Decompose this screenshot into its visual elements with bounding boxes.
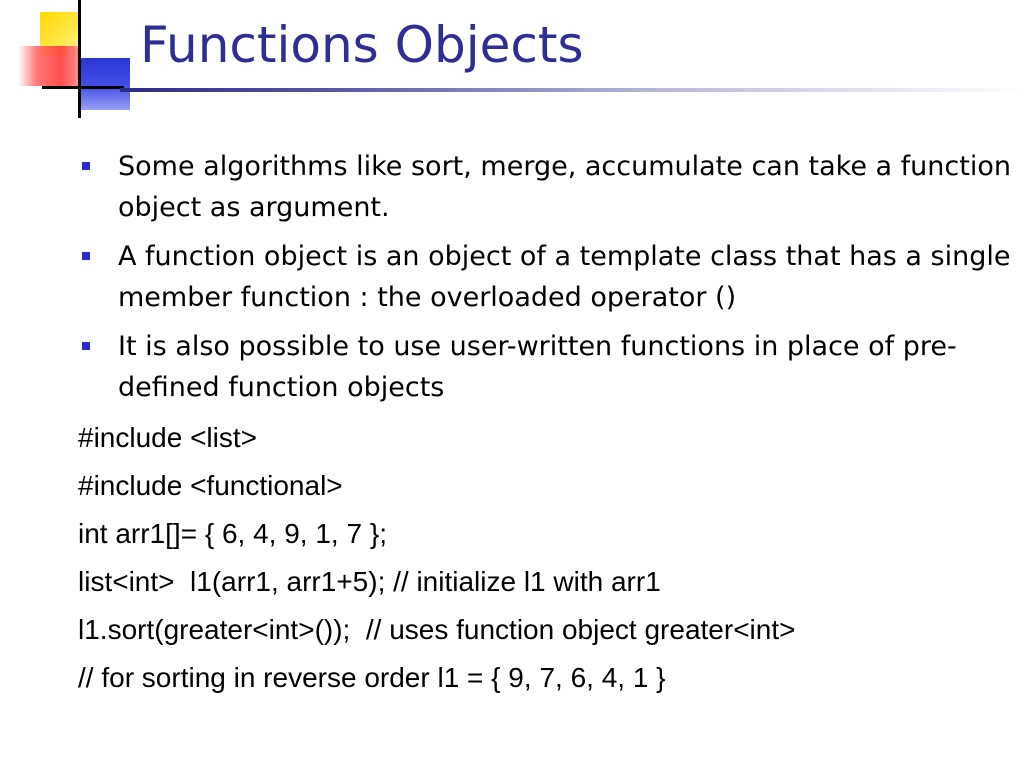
bullet-item <box>76 326 1016 408</box>
code-line: #include <functional> <box>78 470 343 501</box>
bullet-text: It is also possible to use user-written functions in place of pre-defined function objects <box>118 331 957 403</box>
code-line: #include <list> <box>78 422 258 453</box>
bullet-text: Some algorithms like sort, merge, accumulate can take a function object as argument. <box>118 151 1011 223</box>
code-line: int arr1[]= { 6, 4, 9, 1, 7 }; <box>78 518 387 549</box>
logo-red-square <box>18 46 80 86</box>
bullet-text: A function object is an object of a template class that has a single member function : the overloaded operator () <box>118 241 1011 313</box>
logo-horizontal-line <box>42 86 124 89</box>
code-block <box>78 414 1018 702</box>
decorative-logo <box>0 0 140 120</box>
logo-vertical-line <box>78 0 81 118</box>
bullet-list <box>76 146 1016 416</box>
logo-blue-square <box>80 58 130 110</box>
title-underline <box>120 88 1024 92</box>
bullet-square-icon <box>82 252 90 260</box>
code-line: l1.sort(greater<int>()); // uses function object greater<int> <box>78 614 796 645</box>
bullet-square-icon <box>82 162 90 170</box>
bullet-item <box>76 236 1016 318</box>
slide-title: Functions Objects <box>140 16 584 74</box>
bullet-item <box>76 146 1016 228</box>
code-line: list<int> l1(arr1, arr1+5); // initialize l1 with arr1 <box>78 566 661 597</box>
code-line: // for sorting in reverse order l1 = { 9, 7, 6, 4, 1 } <box>78 662 666 693</box>
bullet-square-icon <box>82 342 90 350</box>
